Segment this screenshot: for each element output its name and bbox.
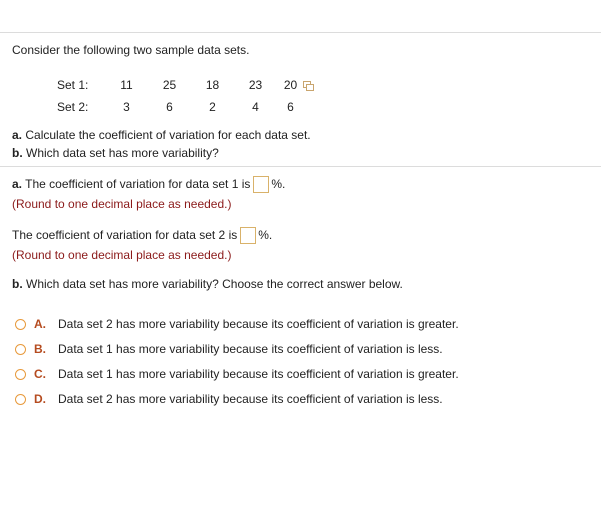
answer-a-prefix: a.	[12, 177, 23, 191]
option-letter: A.	[34, 317, 46, 331]
part-b-prefix: b.	[12, 146, 23, 160]
option-text: Data set 1 has more variability because its coefficient of variation is less.	[58, 342, 443, 356]
cv2-text: The coefficient of variation for data set 2 is	[12, 228, 238, 242]
option-b[interactable]	[15, 341, 443, 357]
radio-button[interactable]	[15, 394, 26, 405]
question-intro: Consider the following two sample data sets.	[12, 43, 250, 57]
set-value-cell	[277, 96, 320, 118]
set-value-cell	[277, 74, 320, 96]
part-b-text: Which data set has more variability?	[26, 146, 219, 160]
section-divider	[0, 166, 601, 167]
option-letter: B.	[34, 342, 46, 356]
set-value: 6	[166, 100, 173, 114]
copy-data-icon[interactable]	[303, 81, 313, 90]
set-value: 23	[248, 78, 263, 92]
set-value: 2	[209, 100, 216, 114]
part-a-prefix: a.	[12, 128, 23, 142]
radio-button[interactable]	[15, 319, 26, 330]
radio-button[interactable]	[15, 369, 26, 380]
table-row	[57, 96, 320, 118]
set-value: 11	[120, 78, 133, 92]
cv1-input[interactable]	[253, 176, 269, 193]
part-b-answer-prompt	[12, 277, 403, 291]
top-divider	[0, 32, 601, 33]
round-hint-1: (Round to one decimal place as needed.)	[12, 197, 232, 211]
option-a[interactable]	[15, 316, 459, 332]
radio-button[interactable]	[15, 344, 26, 355]
set-value: 3	[123, 100, 130, 114]
set-value: 18	[205, 78, 220, 92]
cv2-input[interactable]	[240, 227, 256, 244]
option-d[interactable]	[15, 391, 443, 407]
set-value: 4	[252, 100, 259, 114]
option-text: Data set 1 has more variability because its coefficient of variation is greater.	[58, 367, 459, 381]
part-a-text: Calculate the coefficient of variation for each data set.	[25, 128, 311, 142]
option-c[interactable]	[15, 366, 459, 382]
percent-sign: %.	[271, 177, 286, 191]
option-letter: D.	[34, 392, 46, 406]
percent-sign: %.	[258, 228, 273, 242]
table-row	[57, 74, 320, 96]
round-hint-2: (Round to one decimal place as needed.)	[12, 248, 232, 262]
set-label: Set 2:	[57, 100, 89, 114]
cv1-line	[12, 175, 285, 194]
part-b-question	[12, 146, 219, 160]
set-value: 20	[283, 78, 298, 92]
set-value: 25	[162, 78, 177, 92]
answer-b-text: Which data set has more variability? Choose the correct answer below.	[26, 277, 403, 291]
cv2-line	[12, 226, 272, 245]
answer-b-prefix: b.	[12, 277, 23, 291]
data-sets-table	[57, 74, 320, 118]
option-text: Data set 2 has more variability because its coefficient of variation is less.	[58, 392, 443, 406]
option-text: Data set 2 has more variability because its coefficient of variation is greater.	[58, 317, 459, 331]
part-a-question	[12, 128, 311, 142]
cv1-text: The coefficient of variation for data set 1 is	[25, 177, 251, 191]
set-value: 6	[287, 100, 294, 114]
option-letter: C.	[34, 367, 46, 381]
set-label: Set 1:	[57, 78, 89, 92]
